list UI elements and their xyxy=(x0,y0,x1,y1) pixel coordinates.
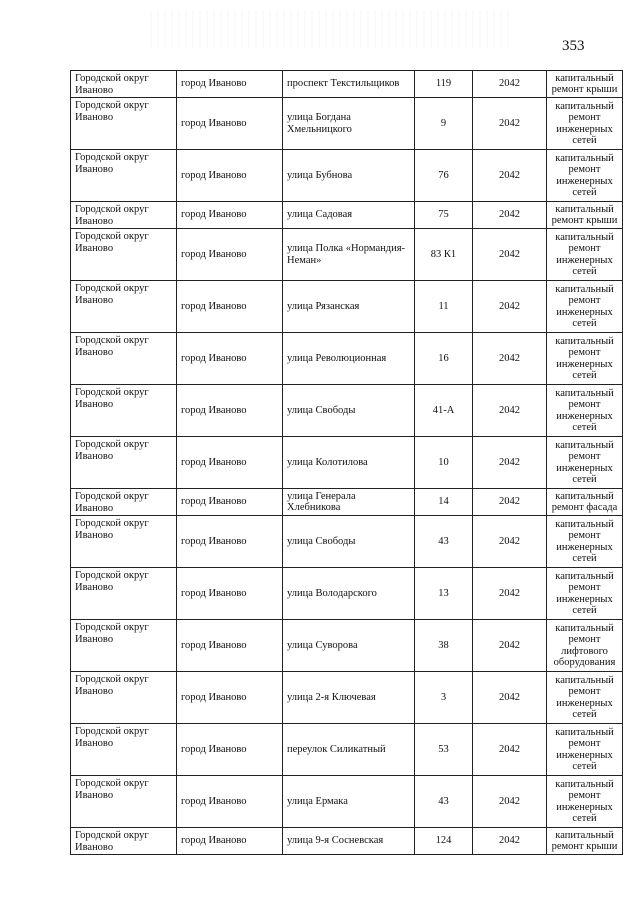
house-number-cell: 53 xyxy=(415,724,473,776)
house-number-cell: 11 xyxy=(415,281,473,333)
work-type-cell: капитальный ремонт инженерных сетей xyxy=(547,150,623,202)
table-row xyxy=(71,672,623,724)
table-row xyxy=(71,385,623,437)
district-cell: Городской округ Иваново xyxy=(71,672,177,724)
year-cell: 2042 xyxy=(473,71,547,98)
district-cell: Городской округ Иваново xyxy=(71,333,177,385)
district-cell: Городской округ Иваново xyxy=(71,229,177,281)
street-cell: улица 2-я Ключевая xyxy=(283,672,415,724)
street-cell: улица Свободы xyxy=(283,385,415,437)
year-cell: 2042 xyxy=(473,724,547,776)
table-row xyxy=(71,776,623,828)
house-number-cell: 41-А xyxy=(415,385,473,437)
street-cell: улица Суворова xyxy=(283,620,415,672)
house-number-cell: 75 xyxy=(415,202,473,229)
work-type-cell: капитальный ремонт инженерных сетей xyxy=(547,385,623,437)
work-type-cell: капитальный ремонт инженерных сетей xyxy=(547,281,623,333)
house-number-cell: 16 xyxy=(415,333,473,385)
city-cell: город Иваново xyxy=(177,620,283,672)
year-cell: 2042 xyxy=(473,150,547,202)
city-cell: город Иваново xyxy=(177,229,283,281)
table-row xyxy=(71,229,623,281)
district-cell: Городской округ Иваново xyxy=(71,776,177,828)
house-number-cell: 83 К1 xyxy=(415,229,473,281)
year-cell: 2042 xyxy=(473,437,547,489)
house-number-cell: 3 xyxy=(415,672,473,724)
scan-noise xyxy=(150,10,510,48)
city-cell: город Иваново xyxy=(177,437,283,489)
district-cell: Городской округ Иваново xyxy=(71,202,177,229)
city-cell: город Иваново xyxy=(177,568,283,620)
year-cell: 2042 xyxy=(473,776,547,828)
year-cell: 2042 xyxy=(473,202,547,229)
year-cell: 2042 xyxy=(473,489,547,516)
table-row xyxy=(71,724,623,776)
work-type-cell: капитальный ремонт инженерных сетей xyxy=(547,98,623,150)
street-cell: улица Садовая xyxy=(283,202,415,229)
district-cell: Городской округ Иваново xyxy=(71,620,177,672)
district-cell: Городской округ Иваново xyxy=(71,516,177,568)
street-cell: улица Полка «Нормандия-Неман» xyxy=(283,229,415,281)
street-cell: проспект Текстильщиков xyxy=(283,71,415,98)
year-cell: 2042 xyxy=(473,568,547,620)
city-cell: город Иваново xyxy=(177,333,283,385)
work-type-cell: капитальный ремонт крыши xyxy=(547,828,623,855)
house-number-cell: 124 xyxy=(415,828,473,855)
house-number-cell: 43 xyxy=(415,516,473,568)
year-cell: 2042 xyxy=(473,620,547,672)
work-type-cell: капитальный ремонт крыши xyxy=(547,202,623,229)
district-cell: Городской округ Иваново xyxy=(71,98,177,150)
district-cell: Городской округ Иваново xyxy=(71,71,177,98)
year-cell: 2042 xyxy=(473,516,547,568)
street-cell: улица Колотилова xyxy=(283,437,415,489)
table-row xyxy=(71,516,623,568)
city-cell: город Иваново xyxy=(177,489,283,516)
table-row xyxy=(71,437,623,489)
year-cell: 2042 xyxy=(473,828,547,855)
table-row xyxy=(71,620,623,672)
city-cell: город Иваново xyxy=(177,516,283,568)
table-row xyxy=(71,98,623,150)
house-number-cell: 38 xyxy=(415,620,473,672)
city-cell: город Иваново xyxy=(177,202,283,229)
table-row xyxy=(71,150,623,202)
work-type-cell: капитальный ремонт лифтового оборудования xyxy=(547,620,623,672)
city-cell: город Иваново xyxy=(177,281,283,333)
work-type-cell: капитальный ремонт инженерных сетей xyxy=(547,437,623,489)
street-cell: улица Богдана Хмельницкого xyxy=(283,98,415,150)
house-number-cell: 13 xyxy=(415,568,473,620)
street-cell: улица 9-я Сосневская xyxy=(283,828,415,855)
year-cell: 2042 xyxy=(473,229,547,281)
house-number-cell: 43 xyxy=(415,776,473,828)
district-cell: Городской округ Иваново xyxy=(71,150,177,202)
city-cell: город Иваново xyxy=(177,776,283,828)
street-cell: улица Ермака xyxy=(283,776,415,828)
work-type-cell: капитальный ремонт инженерных сетей xyxy=(547,229,623,281)
table-row xyxy=(71,71,623,98)
district-cell: Городской округ Иваново xyxy=(71,281,177,333)
year-cell: 2042 xyxy=(473,672,547,724)
work-type-cell: капитальный ремонт инженерных сетей xyxy=(547,672,623,724)
street-cell: улица Володарского xyxy=(283,568,415,620)
house-number-cell: 10 xyxy=(415,437,473,489)
work-type-cell: капитальный ремонт инженерных сетей xyxy=(547,516,623,568)
city-cell: город Иваново xyxy=(177,672,283,724)
table-row xyxy=(71,568,623,620)
district-cell: Городской округ Иваново xyxy=(71,568,177,620)
district-cell: Городской округ Иваново xyxy=(71,724,177,776)
page-number: 353 xyxy=(562,38,585,54)
street-cell: улица Революционная xyxy=(283,333,415,385)
district-cell: Городской округ Иваново xyxy=(71,489,177,516)
repair-schedule-table xyxy=(70,70,623,855)
house-number-cell: 76 xyxy=(415,150,473,202)
year-cell: 2042 xyxy=(473,98,547,150)
district-cell: Городской округ Иваново xyxy=(71,437,177,489)
city-cell: город Иваново xyxy=(177,385,283,437)
district-cell: Городской округ Иваново xyxy=(71,385,177,437)
table-row xyxy=(71,281,623,333)
district-cell: Городской округ Иваново xyxy=(71,828,177,855)
work-type-cell: капитальный ремонт инженерных сетей xyxy=(547,568,623,620)
city-cell: город Иваново xyxy=(177,828,283,855)
year-cell: 2042 xyxy=(473,333,547,385)
table-row xyxy=(71,333,623,385)
table-row xyxy=(71,202,623,229)
street-cell: улица Бубнова xyxy=(283,150,415,202)
work-type-cell: капитальный ремонт фасада xyxy=(547,489,623,516)
city-cell: город Иваново xyxy=(177,724,283,776)
city-cell: город Иваново xyxy=(177,98,283,150)
table-row xyxy=(71,489,623,516)
house-number-cell: 119 xyxy=(415,71,473,98)
table-row xyxy=(71,828,623,855)
city-cell: город Иваново xyxy=(177,150,283,202)
city-cell: город Иваново xyxy=(177,71,283,98)
street-cell: улица Рязанская xyxy=(283,281,415,333)
house-number-cell: 9 xyxy=(415,98,473,150)
year-cell: 2042 xyxy=(473,385,547,437)
year-cell: 2042 xyxy=(473,281,547,333)
street-cell: улица Генерала Хлебникова xyxy=(283,489,415,516)
street-cell: переулок Силикатный xyxy=(283,724,415,776)
work-type-cell: капитальный ремонт инженерных сетей xyxy=(547,776,623,828)
work-type-cell: капитальный ремонт крыши xyxy=(547,71,623,98)
house-number-cell: 14 xyxy=(415,489,473,516)
work-type-cell: капитальный ремонт инженерных сетей xyxy=(547,724,623,776)
street-cell: улица Свободы xyxy=(283,516,415,568)
work-type-cell: капитальный ремонт инженерных сетей xyxy=(547,333,623,385)
